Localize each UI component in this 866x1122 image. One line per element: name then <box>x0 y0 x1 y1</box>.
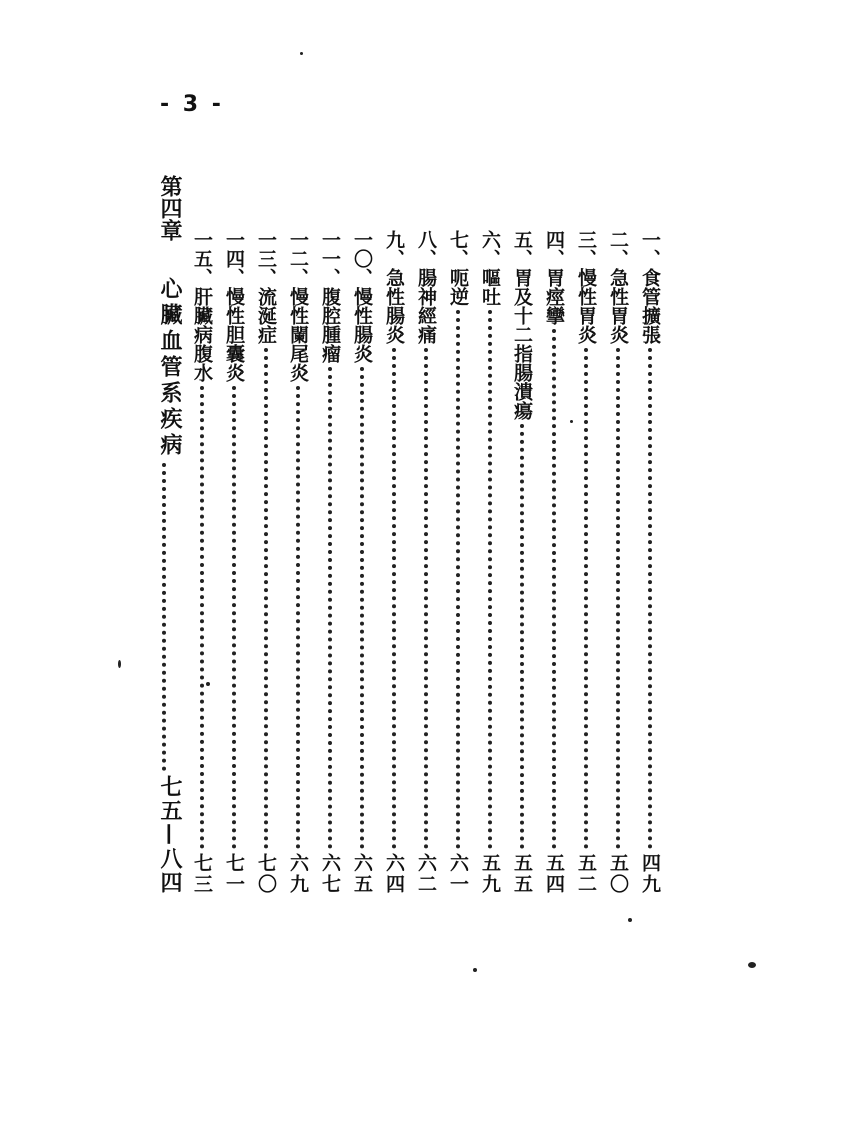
toc-entry[interactable] <box>410 175 442 895</box>
leader-dots <box>328 367 332 849</box>
entry-title: 慢性腸炎 <box>351 287 373 363</box>
scan-speck <box>570 420 573 423</box>
leader-dots <box>488 310 492 849</box>
page-number: - 3 - <box>160 92 224 117</box>
toc-entry[interactable] <box>282 175 314 895</box>
scan-speck <box>473 968 477 972</box>
entry-page: 七一 <box>223 853 245 895</box>
entry-number: 五、 <box>511 230 533 268</box>
leader-dots <box>552 329 556 849</box>
entry-page: 五〇 <box>607 853 629 895</box>
leader-dots <box>520 424 524 849</box>
entry-page: 六五 <box>351 853 373 895</box>
entry-page: 五四 <box>543 853 565 895</box>
toc-entry[interactable] <box>218 175 250 895</box>
entry-number: 三、 <box>575 230 597 268</box>
toc-entry[interactable] <box>506 175 538 895</box>
entry-number: 一五、 <box>191 230 213 287</box>
entry-title: 呃逆 <box>447 268 469 306</box>
entry-page: 六二 <box>415 853 437 895</box>
leader-dots <box>200 386 204 849</box>
entry-page: 七三 <box>191 853 213 895</box>
entry-page: 六九 <box>287 853 309 895</box>
entry-title: 流涎症 <box>255 287 277 344</box>
entry-number: 一〇、 <box>351 230 373 287</box>
entry-title: 胃及十二指腸潰瘍 <box>511 268 533 420</box>
entry-number: 一一、 <box>319 230 341 287</box>
scan-speck <box>118 660 121 668</box>
entry-page: 七〇 <box>255 853 277 895</box>
entry-title: 胃痙攣 <box>543 268 565 325</box>
entry-number: 一三、 <box>255 230 277 287</box>
entry-number: 六、 <box>479 230 501 268</box>
scan-speck <box>206 682 210 686</box>
leader-dots <box>360 367 364 849</box>
entry-title: 腹腔腫瘤 <box>319 287 341 363</box>
entry-title: 急性胃炎 <box>607 268 629 344</box>
leader-dots <box>264 348 268 849</box>
entry-page: 六七 <box>319 853 341 895</box>
toc-entry[interactable] <box>538 175 570 895</box>
leader-dots <box>648 348 652 849</box>
entry-number: 一二、 <box>287 230 309 287</box>
leader-dots <box>392 348 396 849</box>
entry-page: 六一 <box>447 853 469 895</box>
leader-dots <box>296 386 300 849</box>
entry-page: 六四 <box>383 853 405 895</box>
chapter-pages: 七五—八四 <box>157 775 183 895</box>
scan-speck <box>628 918 632 922</box>
entry-number: 一四、 <box>223 230 245 287</box>
entry-title: 肝臟病腹水 <box>191 287 213 382</box>
entry-title: 慢性闌尾炎 <box>287 287 309 382</box>
toc-entry[interactable] <box>314 175 346 895</box>
entry-number: 七、 <box>447 230 469 268</box>
toc-entry[interactable] <box>634 175 666 895</box>
leader-dots <box>232 386 236 849</box>
leader-dots <box>616 348 620 849</box>
entry-title: 食管擴張 <box>639 268 661 344</box>
toc-entry[interactable] <box>186 175 218 895</box>
chapter-title: 心臟血管系疾病 <box>157 277 183 459</box>
scan-speck <box>748 962 756 968</box>
entry-title: 急性腸炎 <box>383 268 405 344</box>
entry-title: 嘔吐 <box>479 268 501 306</box>
toc-entry[interactable] <box>474 175 506 895</box>
entry-number: 一、 <box>639 230 661 268</box>
toc-entry[interactable] <box>570 175 602 895</box>
entry-page: 五二 <box>575 853 597 895</box>
entry-page: 五九 <box>479 853 501 895</box>
leader-dots <box>456 310 460 849</box>
entry-title: 腸神經痛 <box>415 268 437 344</box>
entry-number: 二、 <box>607 230 629 268</box>
entry-page: 五五 <box>511 853 533 895</box>
entry-page: 四九 <box>639 853 661 895</box>
entry-title: 慢性胃炎 <box>575 268 597 344</box>
toc-entry[interactable] <box>442 175 474 895</box>
leader-dots <box>584 348 588 849</box>
leader-dots <box>424 348 428 849</box>
entry-number: 四、 <box>543 230 565 268</box>
toc-entry[interactable] <box>602 175 634 895</box>
entry-number: 九、 <box>383 230 405 268</box>
entry-number: 八、 <box>415 230 437 268</box>
entry-title: 慢性胆囊炎 <box>223 287 245 382</box>
toc-entry[interactable] <box>378 175 410 895</box>
leader-dots <box>162 463 166 771</box>
scan-speck <box>300 52 303 55</box>
table-of-contents <box>142 175 666 895</box>
toc-entry[interactable] <box>346 175 378 895</box>
chapter-label: 第四章 <box>157 175 183 241</box>
chapter-heading[interactable] <box>142 175 186 895</box>
toc-entry[interactable] <box>250 175 282 895</box>
